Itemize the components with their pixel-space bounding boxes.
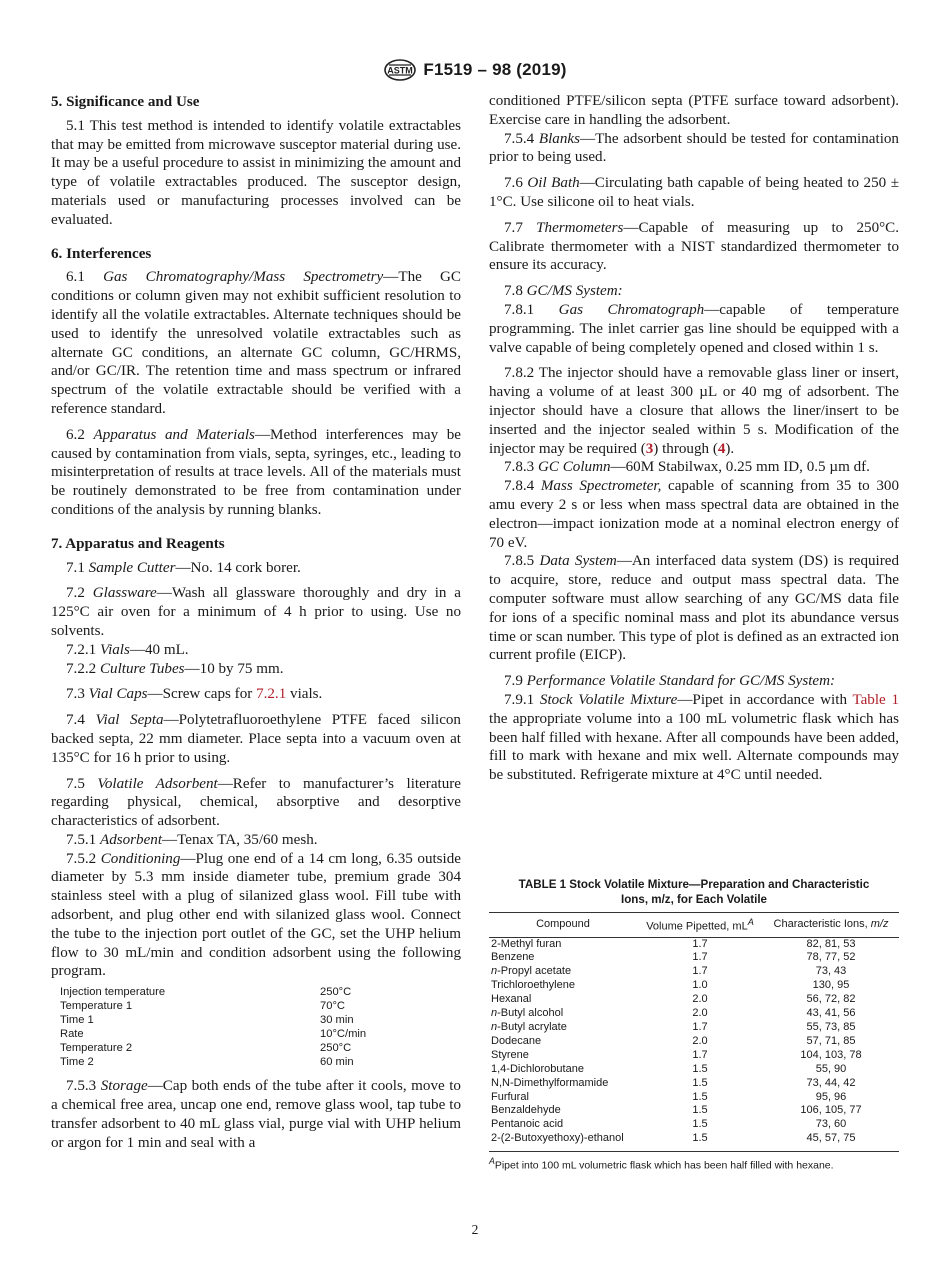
paragraph-7-5: 7.5 Volatile Adsorbent—Refer to manufacturer’s literature regarding physical, chemical, absorptive and desorptive characteristics of adsorbent. (51, 775, 461, 830)
program-label: Temperature 2 (60, 1042, 133, 1055)
ions-cell: 95, 96 (815, 1090, 847, 1103)
table-row (489, 1077, 899, 1091)
table-row (489, 1104, 899, 1118)
compound-cell: Dodecane (491, 1034, 542, 1047)
table-row (489, 965, 899, 979)
table-row (489, 1132, 899, 1151)
program-value: 10°C/min (320, 1028, 367, 1041)
column-header-compound: Compound (489, 913, 637, 938)
paragraph-7-5-1: 7.5.1 Adsorbent—Tenax TA, 35/60 mesh. (66, 831, 318, 848)
program-label: Temperature 1 (60, 1000, 133, 1013)
compound-cell: 2-Methyl furan (491, 937, 562, 950)
paragraph-7-2: 7.2 Glassware—Wash all glassware thoroughly and dry in a 125°C air oven for a minimum of 4 h prior to using. Use no solvents. (51, 585, 462, 639)
compound-cell: Trichloroethylene (491, 979, 575, 992)
ions-cell: 73, 43 (815, 965, 847, 978)
section-link[interactable]: 7.2.1 (256, 686, 287, 703)
volume-cell: 1.7 (692, 965, 708, 978)
volume-cell: 2.0 (692, 993, 708, 1006)
reference-link[interactable]: 4 (717, 440, 726, 457)
program-label: Time 2 (60, 1056, 94, 1069)
program-value: 60 min (320, 1056, 354, 1069)
ions-cell: 73, 60 (815, 1118, 847, 1131)
volume-cell: 2.0 (692, 1034, 708, 1047)
volume-cell: 1.7 (692, 937, 708, 950)
compound-cell: N,N-Dimethylformamide (491, 1076, 609, 1089)
right-column (489, 92, 899, 785)
volume-cell: 1.0 (692, 979, 708, 992)
paragraph-7-2-2: 7.2.2 Culture Tubes—10 by 75 mm. (66, 660, 284, 677)
ions-cell: 73, 44, 42 (806, 1076, 856, 1089)
ions-cell: 78, 77, 52 (806, 951, 856, 964)
program-value: 30 min (320, 1014, 354, 1027)
program-label: Injection temperature (60, 986, 166, 999)
section-heading: 7. Apparatus and Reagents (51, 535, 225, 552)
paragraph-7-8-1: 7.8.1 Gas Chromatograph—capable of temperature programming. The inlet carrier gas line should be equipped with a valve capable of being completely opened and closed within 1 s. (489, 301, 899, 356)
ions-cell: 55, 90 (815, 1062, 847, 1075)
document-id: F1519 – 98 (2019) (423, 60, 567, 79)
paragraph-7-9: 7.9 Performance Volatile Standard for GC/MS System: (504, 673, 836, 690)
volume-cell: 1.5 (692, 1104, 708, 1117)
paragraph-7-8: 7.8 GC/MS System: (504, 283, 623, 300)
table-row (489, 1049, 899, 1063)
ions-cell: 57, 71, 85 (806, 1034, 856, 1047)
table-row (489, 979, 899, 993)
paragraph-7-3: 7.3 Vial Caps—Screw caps for 7.2.1 vials. (66, 686, 323, 703)
compound-cell: Benzaldehyde (491, 1104, 561, 1117)
ions-cell: 130, 95 (812, 979, 850, 992)
program-label: Rate (60, 1028, 84, 1041)
program-value: 250°C (320, 1042, 352, 1055)
table-row (489, 993, 899, 1007)
astm-logo-icon (383, 59, 417, 81)
ions-cell: 43, 41, 56 (806, 1007, 856, 1020)
compound-cell: Pentanoic acid (491, 1118, 564, 1131)
program-value: 70°C (320, 1000, 345, 1013)
section-heading: 6. Interferences (51, 245, 152, 262)
paragraph-7-9-1: 7.9.1 Stock Volatile Mixture—Pipet in accordance with Table 1 the appropriate volume into a 100 mL volumetric flask which has been half filled with hexane. After all compounds have been added, fill to mark with hexane and mix well. Alternate compounds may be substituted. Refrigerate mixture at 4°C until needed. (489, 691, 899, 784)
compound-cell: n-Propyl acetate (491, 965, 572, 978)
volume-cell: 1.5 (692, 1076, 708, 1089)
ions-cell: 106, 105, 77 (800, 1104, 862, 1117)
volume-cell: 1.7 (692, 1048, 708, 1061)
paragraph-7-5-2: 7.5.2 Conditioning—Plug one end of a 14 cm long, 6.35 outside diameter by 5.3 mm inside diameter tube, premium grade 304 stainless steel with a plug of silanized glass wool. Fill tube with adsorbent, and plug other end with silanized glass wool. Connect the tube to the injection port outlet of the GC, set the UHP helium flow to 30 mL/min and condition adsorbent using the following program. (51, 850, 461, 980)
paragraph-7-8-5: 7.8.5 Data System—An interfaced data system (DS) is required to acquire, store, reduce and output mass spectral data. The computer software must allow searching of any GC/MS data file for ions of a specific nominal mass and plot its abundance versus time or scan number. This type of plot is defined as an extracted ion current profile (EICP). (489, 553, 899, 664)
table-1 (489, 878, 899, 1172)
volume-cell: 1.5 (692, 1118, 708, 1131)
compound-cell: n-Butyl alcohol (491, 1007, 564, 1020)
table-row (489, 1063, 899, 1077)
left-column (51, 93, 461, 1152)
table-row (489, 1007, 899, 1021)
paragraph-7-8-4: 7.8.4 Mass Spectrometer, capable of scanning from 35 to 300 amu every 2 s or less when mass spectral data are obtained in the electron—impact ionization mode at a nominal electron energy of 70 eV. (489, 478, 900, 551)
column-header-volume: Volume Pipetted, $mL^A$ (637, 913, 763, 938)
ions-cell: 104, 103, 78 (800, 1048, 862, 1061)
table-row (489, 1091, 899, 1105)
compound-cell: n-Butyl acrylate (491, 1021, 567, 1033)
table-header-row (489, 913, 899, 938)
page-header (0, 58, 950, 82)
svg-text:ASTM: ASTM (387, 65, 414, 76)
compound-cell: Hexanal (491, 993, 532, 1006)
stock-volatile-table (489, 912, 899, 1152)
paragraph-7-5-4: 7.5.4 Blanks—The adsorbent should be tested for contamination prior to being used. (489, 130, 899, 166)
paragraph-7-2-1: 7.2.1 Vials—40 mL. (66, 641, 189, 658)
paragraph-6-1: 6.1 Gas Chromatography/Mass Spectrometry—The GC conditions or column given may not exhibit sufficient resolution to identify all the volatile extractables. Alternate techniques should be used to identify the unresolved volatile extractables such as alternate GC conditions, an alternate GC column, GC/HRMS, and/or GC/IR. The retention time and mass spectrum or infrared spectrum of the volatile extractable should be verified with a reference standard. (51, 269, 461, 417)
page-number: 2 (471, 1222, 479, 1237)
table-row (489, 1118, 899, 1132)
volume-cell: 1.7 (692, 1021, 708, 1033)
volume-cell: 1.5 (692, 1132, 708, 1145)
paragraph-7-4: 7.4 Vial Septa—Polytetrafluoroethylene PTFE faced silicon backed septa, 22 mm diameter. Place septa into a vacuum oven at 135°C for 16 h prior to using. (51, 712, 461, 766)
compound-cell: 2-(2-Butoxyethoxy)-ethanol (491, 1132, 624, 1145)
compound-cell: Furfural (491, 1090, 529, 1103)
ions-cell: 45, 57, 75 (806, 1132, 856, 1145)
paragraph-7-5-3: 7.5.3 Storage—Cap both ends of the tube after it cools, move to a chemical free area, uncap one end, remove glass wool, tap tube to transfer adsorbent to 40 mL glass vial, purge vial with UHP helium or argon for 1 min and seal with a (51, 1078, 461, 1151)
compound-cell: Styrene (491, 1048, 529, 1061)
conditioning-program (60, 985, 461, 1069)
table-row (489, 1035, 899, 1049)
paragraph-7-8-2: 7.8.2 The injector should have a removable glass liner or insert, having a volume of at least 300 µL or 40 mg of adsorbent. The injector should have a closure that allows the liner/insert to be inserted and the injector sealed within 5 s. Modification of the injector may be required (3) through (4). (489, 365, 899, 457)
program-value: 250°C (320, 986, 352, 999)
paragraph-7-5-3-continued: conditioned PTFE/silicon septa (PTFE surface toward adsorbent). Exercise care in handling the adsorbent. (489, 93, 899, 128)
volume-cell: 2.0 (692, 1007, 708, 1020)
paragraph-7-1: 7.1 Sample Cutter—No. 14 cork borer. (66, 559, 301, 576)
paragraph-5-1: 5.1 This test method is intended to identify volatile extractables that may be emitted from microwave susceptor material during use. It may be a useful procedure to assist in minimizing the amount and type of volatile extractables produced. The susceptor design, materials used or manufacturing processes involved can be evaluated. (51, 117, 461, 228)
volume-cell: 1.5 (692, 1090, 708, 1103)
compound-cell: 1,4-Dichlorobutane (491, 1062, 584, 1075)
table-link[interactable]: Table 1 (852, 691, 899, 708)
reference-link[interactable]: 3 (645, 440, 654, 457)
table-caption: TABLE 1 Stock Volatile Mixture—Preparation and Characteristic Ions, m/z, for Each Volatile (518, 878, 870, 906)
section-heading: 5. Significance and Use (51, 94, 200, 110)
paragraph-7-8-3: 7.8.3 GC Column—60M Stabilwax, 0.25 mm ID, 0.5 µm df. (504, 459, 870, 476)
paragraph-7-6: 7.6 Oil Bath—Circulating bath capable of being heated to 250 ± 1°C. Use silicone oil to heat vials. (489, 175, 899, 210)
ions-cell: 82, 81, 53 (806, 937, 856, 950)
table-row (489, 1021, 899, 1035)
ions-cell: 55, 73, 85 (806, 1021, 856, 1033)
volume-cell: 1.5 (692, 1062, 708, 1075)
table-footnote: $^A$Pipet into 100 mL volumetric flask which has been half filled with hexane. (489, 1156, 834, 1172)
compound-cell: Benzene (491, 951, 535, 964)
column-header-ions: Characteristic Ions, m/z (763, 913, 899, 938)
ions-cell: 56, 72, 82 (806, 993, 856, 1006)
paragraph-6-2: 6.2 Apparatus and Materials—Method interferences may be caused by contamination from vials, septa, syringes, etc., leading to misinterpretation of results at trace levels. All of the materials must be routinely demonstrated to be free from contamination under conditions of the analysis by running blanks. (51, 426, 461, 518)
paragraph-7-7: 7.7 Thermometers—Capable of measuring up to 250°C. Calibrate thermometer with a NIST standardized thermometer to ensure its accuracy. (489, 219, 899, 274)
program-label: Time 1 (60, 1014, 94, 1027)
table-row (489, 937, 899, 951)
table-row (489, 951, 899, 965)
volume-cell: 1.7 (692, 951, 708, 964)
